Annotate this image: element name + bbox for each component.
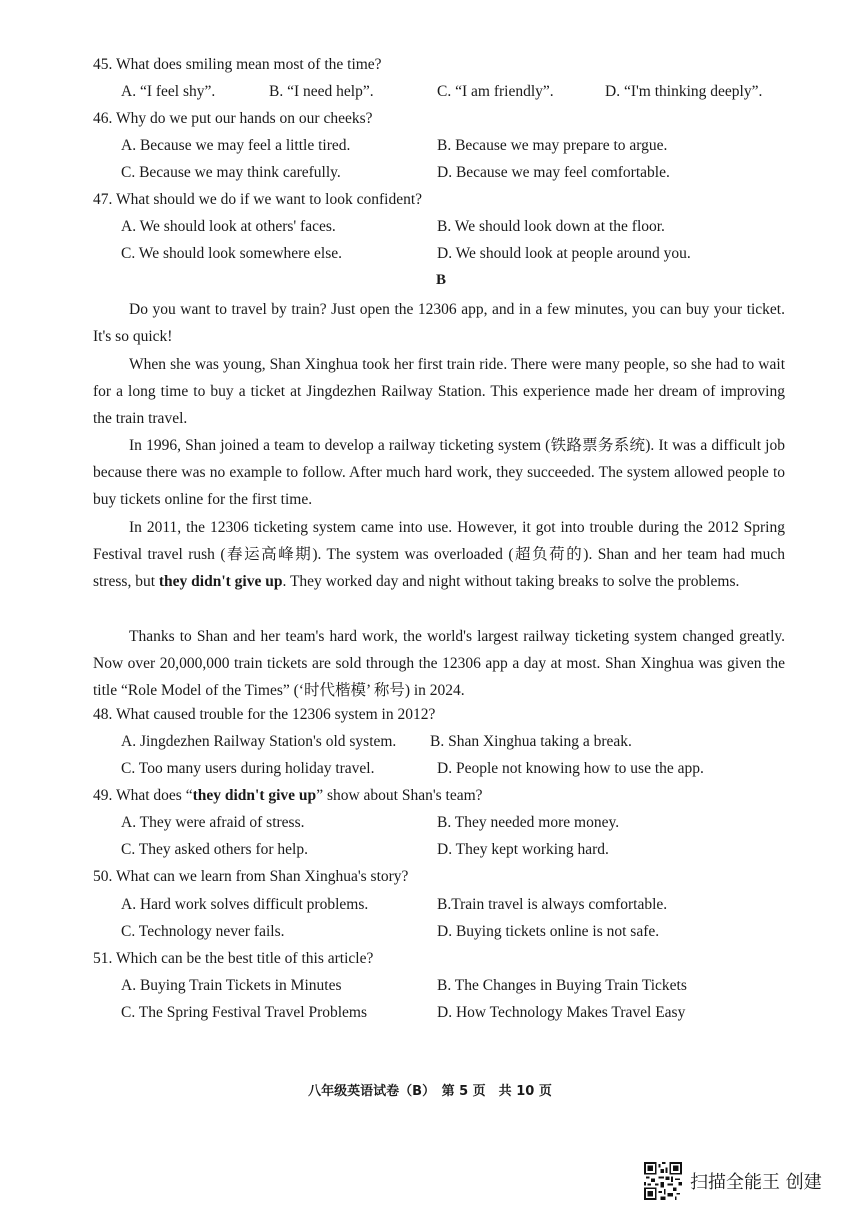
paragraph-4-text-after: . They worked day and night without taking breaks to solve the problems. [282,573,740,591]
q49-option-c: C. They asked others for help. [121,841,308,858]
q45-option-d: D. “I'm thinking deeply”. [605,83,763,100]
q48-option-c: C. Too many users during holiday travel. [121,760,375,777]
passage-paragraph-5: Thanks to Shan and her team's hard work, the world's largest railway ticketing system changed greatly. Now over 20,000,000 train tickets are sold through the 12306 app a day at most. Shan Xinghua was given the title “Role Model of the Times” (‘时代楷模’ 称号) in 2024. [93,628,785,700]
paragraph-4-text-before: In 2011, the 12306 ticketing system came into use. However, it got into trouble during the 2012 Spring Festival travel rush (春运高峰期). The system was overloaded (超负荷的). Shan and her team had much stress, but [93,519,785,591]
q46-option-b: B. Because we may prepare to argue. [437,137,668,154]
q49-stem-bold: they didn't give up [192,787,317,804]
passage-paragraph-1: Do you want to travel by train? Just open the 12306 app, and in a few minutes, you can buy your ticket. It's so quick! [93,301,785,346]
q45-option-b: B. “I need help”. [269,83,374,100]
q49-stem-after: ” show about Shan's team? [316,787,483,804]
question-45-stem: 45. What does smiling mean most of the time? [93,56,382,73]
question-51-stem: 51. Which can be the best title of this article? [93,950,374,967]
question-46-stem: 46. Why do we put our hands on our cheeks? [93,110,373,127]
q46-option-a: A. Because we may feel a little tired. [121,137,351,154]
question-48-stem: 48. What caused trouble for the 12306 system in 2012? [93,706,436,723]
passage-paragraph-4 [93,514,785,596]
page-footer: 八年级英语试卷（B） 第 5 页 共 10 页 [308,1084,552,1099]
watermark-label: 扫描全能王 创建 [690,1172,822,1193]
q49-option-a: A. They were afraid of stress. [121,814,305,831]
q49-option-b: B. They needed more money. [437,814,620,831]
q51-option-c: C. The Spring Festival Travel Problems [121,1004,368,1021]
q46-option-c: C. Because we may think carefully. [121,164,341,181]
q50-option-b: B.Train travel is always comfortable. [437,896,668,913]
q50-option-c: C. Technology never fails. [121,923,285,940]
q49-option-d: D. They kept working hard. [437,841,609,858]
q47-option-a: A. We should look at others' faces. [121,218,336,235]
paragraph-4-bold-phrase: they didn't give up [158,573,283,591]
passage-paragraph-2: When she was young, Shan Xinghua took her first train ride. There were many people, so she had to wait for a long time to buy a ticket at Jingdezhen Railway Station. This experience made her dream of improving the train travel. [93,356,785,428]
q45-option-c: C. “I am friendly”. [437,83,554,100]
question-49-stem [93,787,483,805]
q51-option-a: A. Buying Train Tickets in Minutes [121,977,342,994]
scanner-watermark [644,1162,822,1200]
q47-option-d: D. We should look at people around you. [437,245,691,262]
q51-option-b: B. The Changes in Buying Train Tickets [437,977,687,994]
q45-option-a: A. “I feel shy”. [121,83,216,100]
q48-option-b: B. Shan Xinghua taking a break. [430,733,632,750]
q47-option-b: B. We should look down at the floor. [437,218,665,235]
q48-option-d: D. People not knowing how to use the app. [437,760,704,777]
q51-option-d: D. How Technology Makes Travel Easy [437,1004,686,1021]
q46-option-d: D. Because we may feel comfortable. [437,164,670,181]
q48-option-a: A. Jingdezhen Railway Station's old system. [121,733,397,750]
q50-option-d: D. Buying tickets online is not safe. [437,923,660,940]
qr-code-icon [644,1162,682,1200]
q50-option-a: A. Hard work solves difficult problems. [121,896,369,913]
passage-paragraph-3: In 1996, Shan joined a team to develop a railway ticketing system (铁路票务系统). It was a difficult job because there was no example to follow. After much hard work, they succeeded. The system allowed people to buy tickets online for the first time. [93,437,785,509]
question-50-stem: 50. What can we learn from Shan Xinghua's story? [93,868,409,885]
q47-option-c: C. We should look somewhere else. [121,245,343,262]
section-b-heading: B [436,272,447,288]
q49-stem-before: 49. What does “ [93,787,193,804]
question-47-stem: 47. What should we do if we want to look confident? [93,191,423,208]
